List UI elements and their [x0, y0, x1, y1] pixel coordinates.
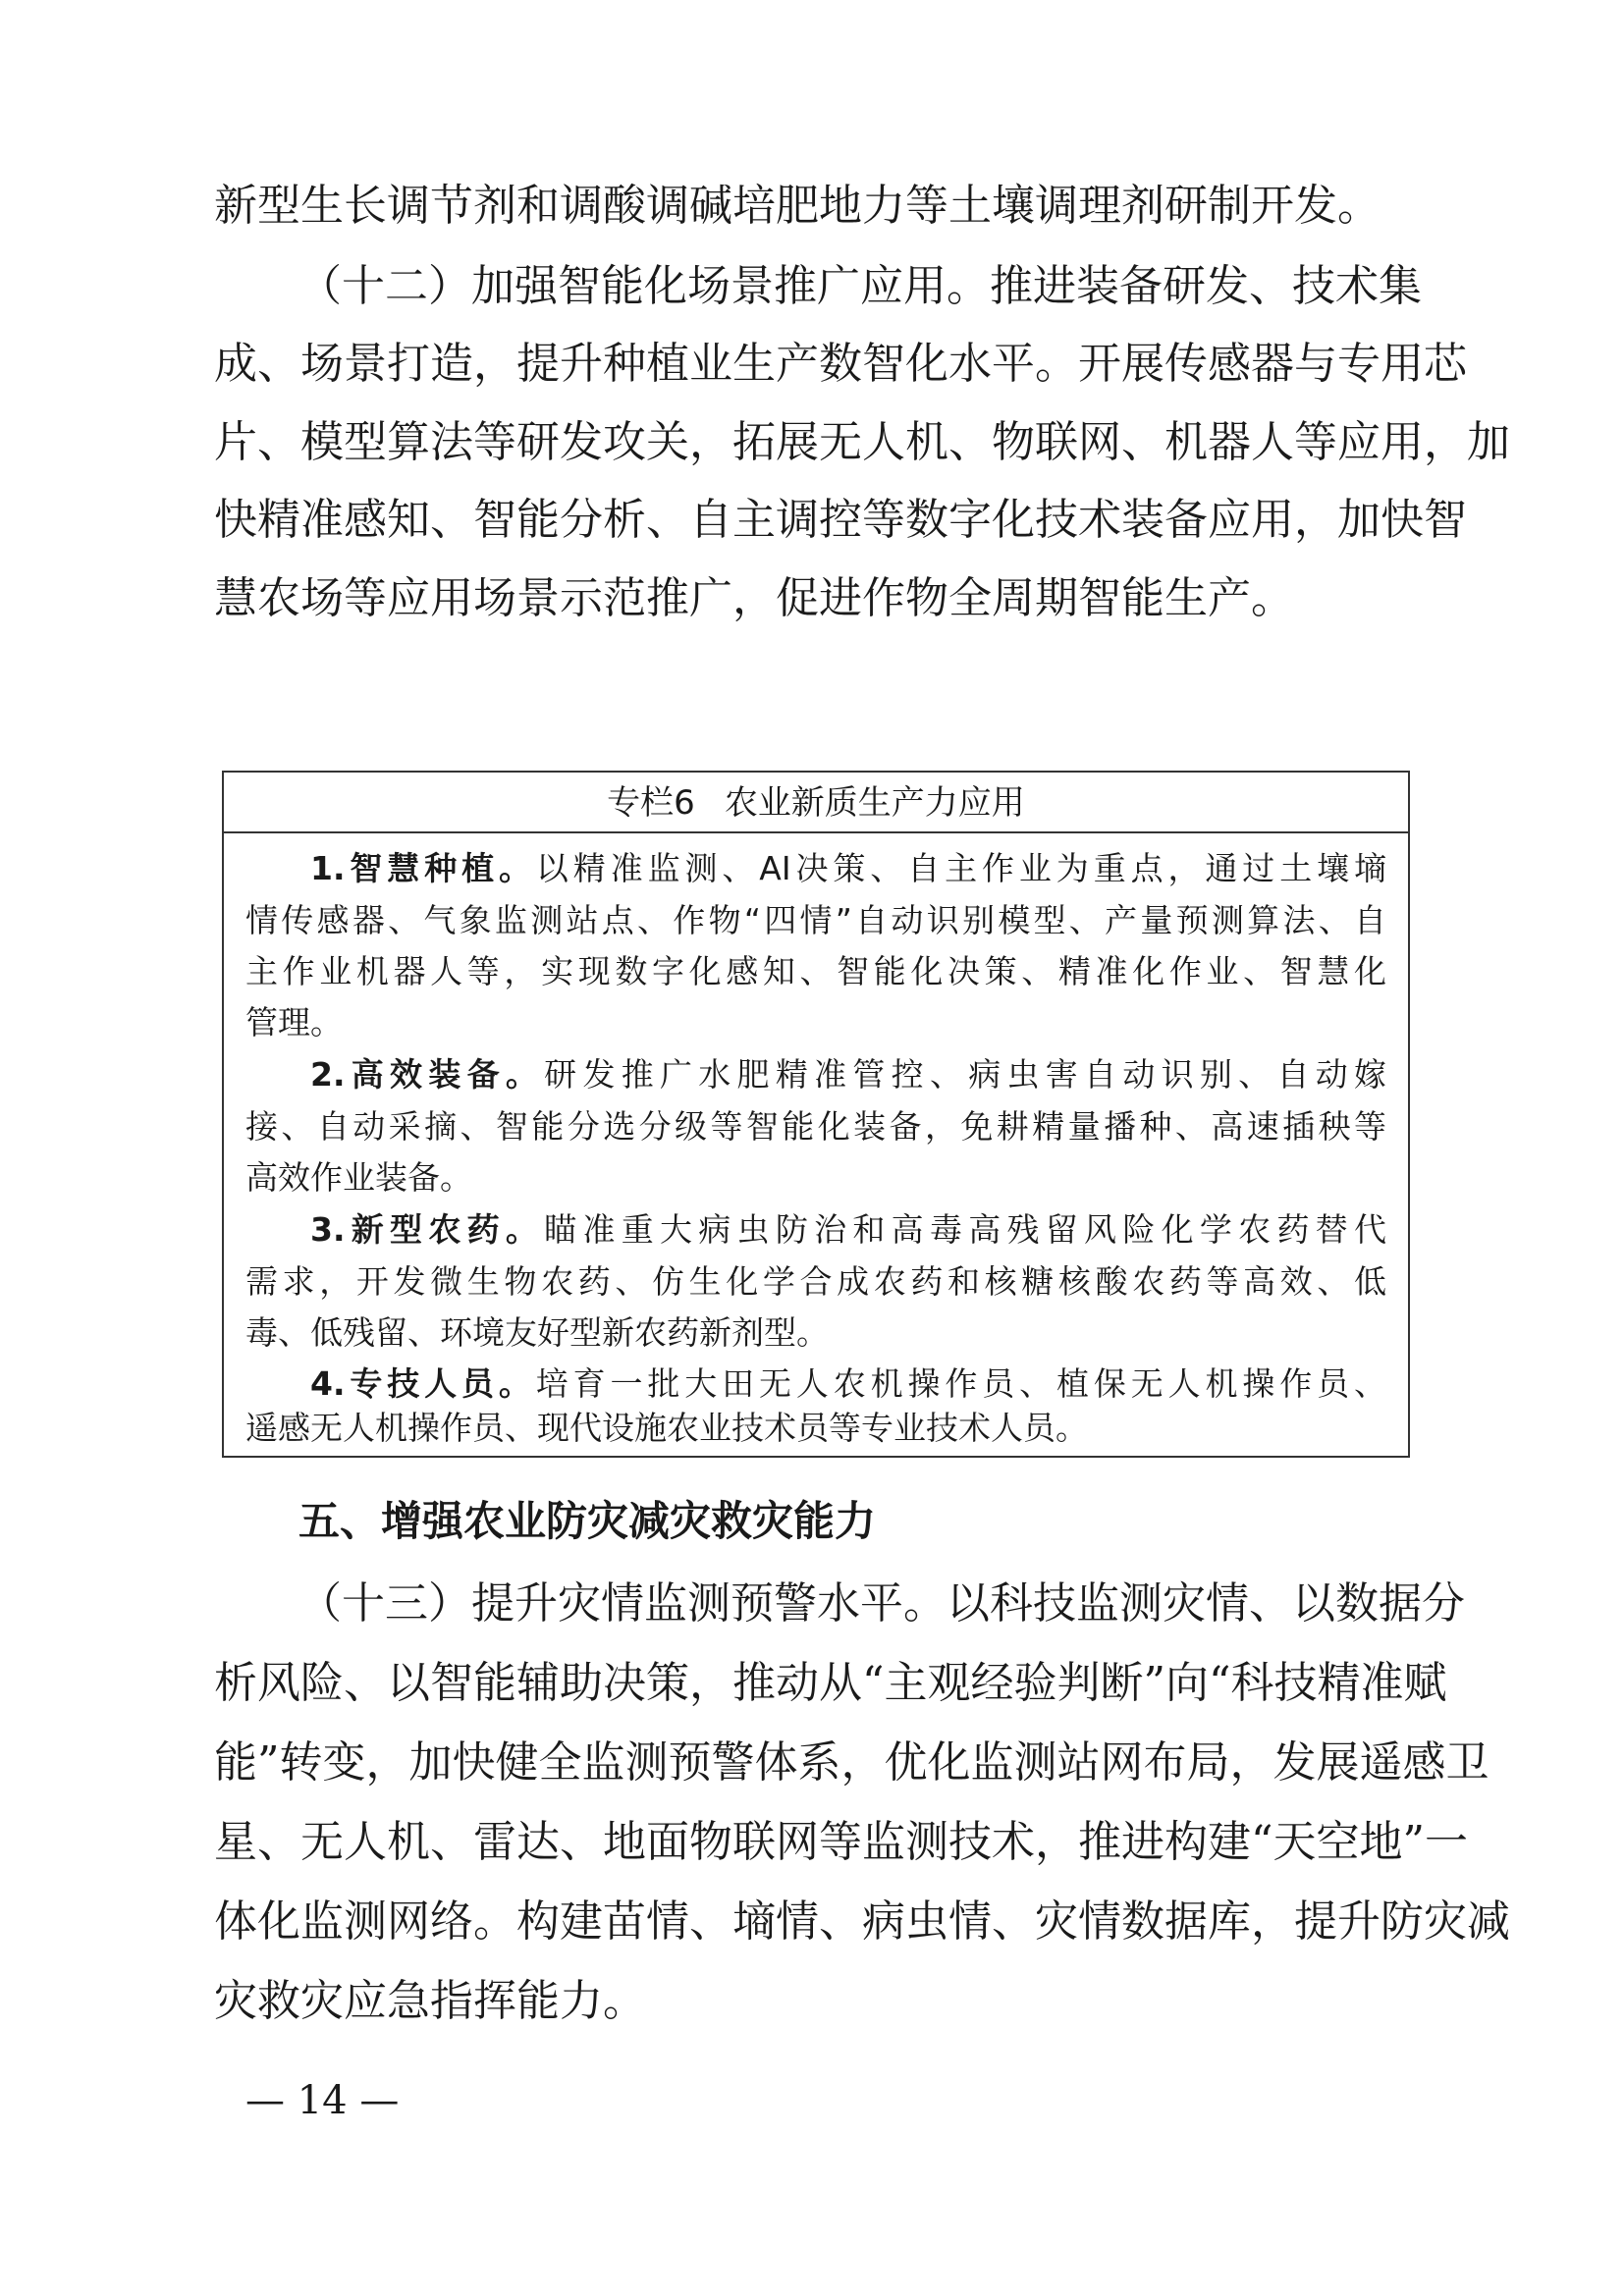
body-line: （十三）提升灾情监测预警水平。以科技监测灾情、以数据分 [298, 1578, 1465, 1629]
column-box-header [224, 773, 1408, 833]
body-line: 慧农场等应用场景示范推广，促进作物全周期智能生产。 [214, 573, 1294, 623]
column-line: 高效作业装备。 [245, 1158, 472, 1197]
body-line: 快精准感知、智能分析、自主调控等数字化技术装备应用，加快智 [214, 495, 1467, 545]
body-line: 成、场景打造，提升种植业生产数智化水平。开展传感器与专用芯 [214, 339, 1467, 389]
column-line: 遥感无人机操作员、现代设施农业技术员等专业技术人员。 [245, 1409, 1088, 1447]
column-line: 需求，开发微生物农药、仿生化学合成农药和核糖核酸农药等高效、低 [245, 1262, 1386, 1301]
column-line: 主作业机器人等，实现数字化感知、智能化决策、精准化作业、智慧化 [245, 952, 1386, 990]
column-line: 管理。 [245, 1003, 343, 1041]
body-line: 析风险、以智能辅助决策，推动从“主观经验判断”向“科技精准赋 [214, 1658, 1447, 1708]
column-line: 4.专技人员。培育一批大田无人农机操作员、植保无人机操作员、 [310, 1364, 1386, 1403]
body-line: 体化监测网络。构建苗情、墒情、病虫情、灾情数据库，提升防灾减 [214, 1896, 1510, 1947]
body-line: 灾救灾应急指挥能力。 [214, 1976, 646, 2026]
body-line: 片、模型算法等研发攻关，拓展无人机、物联网、机器人等应用，加 [214, 417, 1510, 467]
page-number: — 14 — [245, 2078, 400, 2123]
column-title: 农业新质生产力应用 [724, 783, 1025, 823]
body-line: 星、无人机、雷达、地面物联网等监测技术，推进构建“天空地”一 [214, 1817, 1468, 1867]
body-line: 能”转变，加快健全监测预警体系，优化监测站网布局，发展遥感卫 [214, 1737, 1489, 1788]
column-box [222, 771, 1410, 1458]
column-line: 接、自动采摘、智能分选分级等智能化装备，免耕精量播种、高速插秧等 [245, 1107, 1386, 1146]
body-line: 新型生长调节剂和调酸调碱培肥地力等土壤调理剂研制开发。 [214, 181, 1380, 231]
column-label: 专栏6 [607, 783, 695, 823]
column-line: 2.高效装备。研发推广水肥精准管控、病虫害自动识别、自动嫁 [310, 1055, 1387, 1094]
body-line: （十二）加强智能化场景推广应用。推进装备研发、技术集 [298, 261, 1422, 311]
column-line: 情传感器、气象监测站点、作物“四情”自动识别模型、产量预测算法、自 [245, 901, 1386, 939]
column-line: 3.新型农药。瞄准重大病虫防治和高毒高残留风险化学农药替代 [310, 1210, 1387, 1249]
column-line: 1.智慧种植。以精准监测、AI决策、自主作业为重点，通过土壤墒 [310, 849, 1387, 887]
column-line: 毒、低残留、环境友好型新农药新剂型。 [245, 1313, 829, 1352]
section-title: 五、增强农业防灾减灾救灾能力 [298, 1497, 877, 1545]
